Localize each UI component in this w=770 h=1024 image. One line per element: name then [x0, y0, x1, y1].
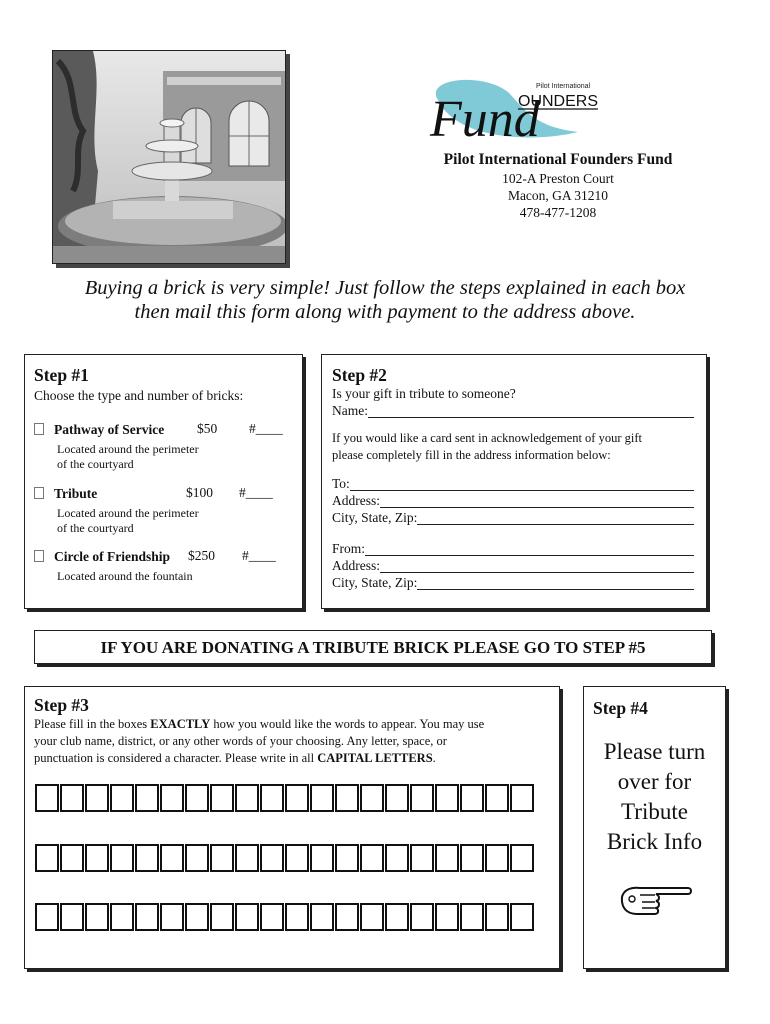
- csz-line[interactable]: [417, 575, 694, 590]
- to-field[interactable]: [332, 476, 694, 492]
- character-box[interactable]: [460, 903, 484, 931]
- character-box[interactable]: [110, 903, 134, 931]
- address-line[interactable]: [380, 558, 694, 573]
- character-box[interactable]: [310, 903, 334, 931]
- character-box[interactable]: [60, 784, 84, 812]
- phone-number: 478-477-1208: [519, 205, 597, 220]
- option-pathway[interactable]: [34, 421, 294, 472]
- character-box[interactable]: [260, 903, 284, 931]
- turn-over-line1: Please turn: [603, 739, 706, 764]
- character-box[interactable]: [410, 903, 434, 931]
- character-box[interactable]: [60, 903, 84, 931]
- org-name: Pilot International Founders Fund: [443, 151, 673, 168]
- csz-label: City, State, Zip:: [332, 575, 418, 590]
- step4-box: [583, 686, 726, 969]
- founders-fund-logo: [418, 72, 614, 148]
- character-box[interactable]: [135, 784, 159, 812]
- character-box[interactable]: [35, 784, 59, 812]
- character-box[interactable]: [185, 844, 209, 872]
- character-box[interactable]: [285, 844, 309, 872]
- svg-text:Fund: Fund: [430, 91, 540, 148]
- csz-line[interactable]: [417, 510, 694, 525]
- option-price: $100: [186, 485, 213, 500]
- character-box[interactable]: [235, 844, 259, 872]
- step3-title: Step #3: [34, 695, 89, 715]
- from-csz-field[interactable]: [332, 575, 694, 591]
- turn-over-line2: over for: [617, 769, 692, 794]
- from-address-field[interactable]: [332, 558, 694, 574]
- character-box[interactable]: [85, 784, 109, 812]
- character-box[interactable]: [410, 844, 434, 872]
- character-box[interactable]: [135, 903, 159, 931]
- character-box[interactable]: [210, 844, 234, 872]
- character-box[interactable]: [335, 903, 359, 931]
- character-box[interactable]: [210, 903, 234, 931]
- character-box[interactable]: [160, 784, 184, 812]
- character-box[interactable]: [85, 903, 109, 931]
- svg-text:Pilot International: Pilot International: [536, 83, 591, 90]
- svg-text:OUNDERS: OUNDERS: [518, 93, 599, 110]
- to-line[interactable]: [350, 476, 694, 491]
- option-desc: Located around the perimeter: [57, 442, 199, 456]
- option-desc: Located around the fountain: [57, 569, 193, 583]
- address-line[interactable]: [380, 493, 694, 508]
- step1-title: Step #1: [34, 365, 89, 385]
- character-box[interactable]: [160, 844, 184, 872]
- name-label: Name:: [332, 403, 368, 418]
- character-box[interactable]: [235, 903, 259, 931]
- character-box[interactable]: [85, 844, 109, 872]
- option-desc: Located around the perimeter: [57, 506, 199, 520]
- character-box[interactable]: [510, 784, 534, 812]
- option-count[interactable]: #____: [239, 485, 273, 500]
- character-box[interactable]: [35, 903, 59, 931]
- character-box[interactable]: [310, 844, 334, 872]
- option-desc: of the courtyard: [57, 521, 134, 535]
- character-box[interactable]: [285, 784, 309, 812]
- character-box[interactable]: [235, 784, 259, 812]
- character-box[interactable]: [335, 844, 359, 872]
- character-box[interactable]: [410, 784, 434, 812]
- tribute-question: Is your gift in tribute to someone?: [332, 386, 516, 401]
- character-box[interactable]: [285, 903, 309, 931]
- character-box[interactable]: [460, 784, 484, 812]
- character-box[interactable]: [435, 784, 459, 812]
- name-field[interactable]: [332, 403, 694, 419]
- character-box[interactable]: [335, 784, 359, 812]
- character-box[interactable]: [435, 903, 459, 931]
- character-box[interactable]: [510, 903, 534, 931]
- tribute-checkbox[interactable]: [34, 487, 44, 499]
- intro-line2: then mail this form along with payment to the address above.: [134, 301, 636, 323]
- from-line[interactable]: [365, 541, 694, 556]
- character-box[interactable]: [385, 844, 409, 872]
- pathway-checkbox[interactable]: [34, 423, 44, 435]
- card-note1: If you would like a card sent in acknowledgement of your gift: [332, 431, 642, 445]
- character-box[interactable]: [460, 844, 484, 872]
- option-price: $250: [188, 548, 215, 563]
- character-box[interactable]: [260, 844, 284, 872]
- step3-box: [24, 686, 560, 969]
- character-box[interactable]: [385, 784, 409, 812]
- step3-instruction-line1: Please fill in the boxes EXACTLY how you would like the words to appear. You may use: [34, 717, 485, 731]
- character-box[interactable]: [385, 903, 409, 931]
- fountain-photo: [52, 50, 286, 264]
- character-box[interactable]: [160, 903, 184, 931]
- character-box[interactable]: [260, 784, 284, 812]
- character-box[interactable]: [210, 784, 234, 812]
- character-box[interactable]: [360, 844, 384, 872]
- step1-box: [24, 354, 303, 609]
- intro-line1: Buying a brick is very simple! Just follow the steps explained in each box: [84, 277, 686, 299]
- to-label: To:: [332, 476, 350, 491]
- card-note2: please completely fill in the address information below:: [332, 448, 611, 462]
- character-box[interactable]: [185, 784, 209, 812]
- option-count[interactable]: #____: [242, 548, 276, 563]
- turn-over-line3: Tribute: [621, 799, 688, 824]
- option-price: $50: [197, 421, 218, 436]
- option-circle[interactable]: [34, 548, 294, 584]
- character-box[interactable]: [485, 844, 509, 872]
- option-name: Pathway of Service: [54, 422, 165, 437]
- from-label: From:: [332, 541, 366, 556]
- character-box[interactable]: [360, 903, 384, 931]
- character-box[interactable]: [485, 903, 509, 931]
- option-name: Circle of Friendship: [54, 549, 170, 564]
- pointing-hand-icon: [618, 883, 694, 928]
- option-name: Tribute: [54, 486, 98, 501]
- to-address-field[interactable]: [332, 493, 694, 509]
- from-field[interactable]: [332, 541, 694, 557]
- character-box[interactable]: [135, 844, 159, 872]
- character-box[interactable]: [510, 844, 534, 872]
- character-box[interactable]: [435, 844, 459, 872]
- step2-box: [321, 354, 707, 609]
- name-line[interactable]: [368, 403, 694, 418]
- step3-instruction-line2: your club name, district, or any other words of your choosing. Any letter, space, or: [34, 734, 447, 748]
- step2-title: Step #2: [332, 365, 387, 385]
- circle-checkbox[interactable]: [34, 550, 44, 562]
- option-count[interactable]: #____: [249, 421, 283, 436]
- character-box[interactable]: [110, 784, 134, 812]
- character-box[interactable]: [485, 784, 509, 812]
- address-line2: Macon, GA 31210: [507, 188, 609, 203]
- character-box[interactable]: [110, 844, 134, 872]
- step4-title: Step #4: [593, 698, 648, 718]
- csz-label: City, State, Zip:: [332, 510, 418, 525]
- character-box[interactable]: [310, 784, 334, 812]
- option-desc: of the courtyard: [57, 457, 134, 471]
- address-label: Address:: [332, 558, 380, 573]
- turn-over-note: [584, 737, 725, 857]
- address-label: Address:: [332, 493, 380, 508]
- turn-over-line4: Brick Info: [606, 829, 703, 854]
- character-box[interactable]: [60, 844, 84, 872]
- character-box[interactable]: [360, 784, 384, 812]
- step1-instruction: Choose the type and number of bricks:: [34, 388, 244, 403]
- character-box[interactable]: [185, 903, 209, 931]
- address-line1: 102-A Preston Court: [502, 171, 614, 186]
- option-tribute[interactable]: [34, 485, 294, 536]
- step3-instruction-line3: punctuation is considered a character. Please write in all CAPITAL LETTERS.: [34, 751, 436, 765]
- to-csz-field[interactable]: [332, 510, 694, 526]
- tribute-banner: IF YOU ARE DONATING A TRIBUTE BRICK PLEASE GO TO STEP #5: [34, 630, 712, 664]
- character-box[interactable]: [35, 844, 59, 872]
